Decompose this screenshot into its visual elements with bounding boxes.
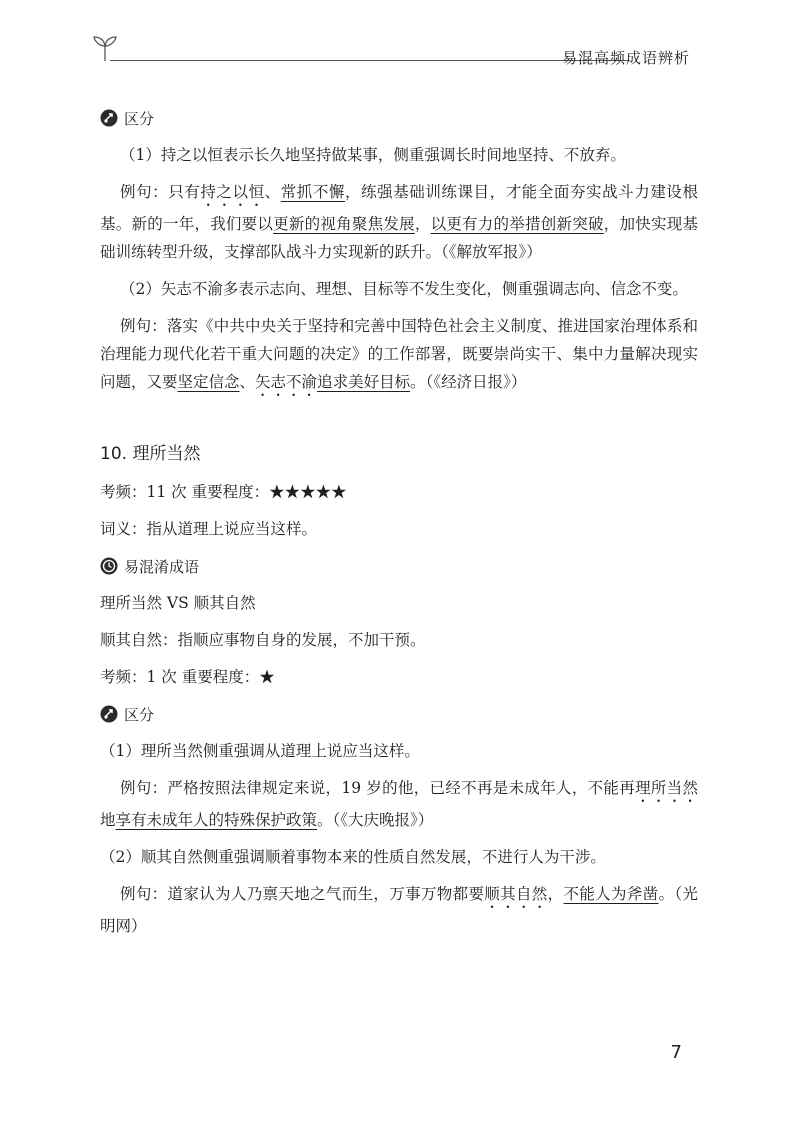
- entry9-distinction-2: （2）矢志不渝多表示志向、理想、目标等不发生变化，侧重强调志向、信念不变。: [120, 280, 688, 298]
- highlight-idiom: 理所当然: [635, 779, 698, 797]
- entry9-example-2: [100, 312, 698, 400]
- entry10-example-1: [100, 774, 698, 834]
- underlined-phrase: 以更有力的举措创新突破: [430, 215, 604, 233]
- confusable-label: 易混淆成语: [124, 557, 200, 576]
- text: ，: [414, 215, 431, 233]
- underlined-phrase: 更新的视角聚焦发展: [273, 215, 415, 233]
- text: 例句：只有: [120, 183, 201, 201]
- entry10-other-meaning: 顺其自然：指顺应事物自身的发展，不加干预。: [100, 631, 426, 649]
- page-content: [100, 104, 698, 949]
- text: ，: [547, 885, 564, 903]
- text: 地: [100, 811, 116, 829]
- distinction-label: 区分: [124, 109, 155, 128]
- confusable-heading: [100, 552, 698, 580]
- distinction-label: 区分: [124, 705, 155, 724]
- underlined-phrase: 常抓不懈: [280, 183, 345, 201]
- entry10-title: 10. 理所当然: [100, 444, 201, 464]
- entry10-distinction-1: （1）理所当然侧重强调从道理上说应当这样。: [100, 742, 420, 760]
- entry10-meaning: 词义：指从道理上说应当这样。: [100, 520, 318, 538]
- entry9-example-1: [100, 178, 698, 266]
- text: 例句：严格按照法律规定来说，19 岁的他，已经不再是未成年人，不能再: [120, 779, 636, 797]
- entry10-other-frequency: 考频：1 次 重要程度：★: [100, 668, 275, 686]
- sprout-icon: [92, 34, 118, 62]
- page-number: 7: [670, 1042, 682, 1063]
- text: 。（《经济日报》）: [410, 373, 527, 391]
- text: 例句：道家认为人乃禀天地之气而生，万事万物都要: [120, 885, 485, 903]
- text: 、: [264, 183, 281, 201]
- compare-icon: [100, 109, 118, 127]
- underlined-phrase: 追求美好目标: [317, 373, 411, 391]
- compare-icon: [100, 705, 118, 723]
- highlight-idiom: 顺其自然: [484, 885, 548, 903]
- text: ，练强基础训练课目，才能全面夯实战斗力建设根基。新的一年，我们要以: [100, 183, 698, 233]
- underlined-phrase: 坚定信念: [177, 373, 240, 391]
- distinction-heading: [100, 104, 698, 132]
- text: 。（《大庆晚报》）: [317, 811, 434, 829]
- header-rule: [110, 60, 630, 61]
- underlined-phrase: 不能人为斧凿: [563, 885, 659, 903]
- entry10-example-2: [100, 880, 698, 940]
- distinction-heading-2: [100, 700, 698, 728]
- text: 。（光明网）: [100, 885, 698, 935]
- text: ，加快实现基础训练转型升级，支撑部队战斗力实现新的跃升。（《解放军报》）: [100, 215, 698, 261]
- clock-icon: [100, 557, 118, 575]
- entry10-frequency: 考频：11 次 重要程度：★★★★★: [100, 483, 347, 501]
- text: 例句：落实《中共中央关于坚持和完善中国特色社会主义制度、推进国家治理体系和治理能力现代化若干重大问题的决定》的工作部署，既要崇尚实干、集中力量解决现实问题，又要: [100, 317, 698, 391]
- book-title: 易混高频成语辨析: [561, 49, 690, 67]
- text: 、: [239, 373, 256, 391]
- entry9-distinction-1: （1）持之以恒表示长久地坚持做某事，侧重强调长时间地坚持、不放弃。: [120, 146, 626, 164]
- entry10-pair: 理所当然 VS 顺其自然: [100, 594, 256, 612]
- page-header: [92, 34, 692, 74]
- entry10-distinction-2: （2）顺其自然侧重强调顺着事物本来的性质自然发展，不进行人为干涉。: [100, 848, 606, 866]
- underlined-phrase: 享有未成年人的特殊保护政策: [115, 811, 318, 829]
- highlight-idiom: 持之以恒: [200, 183, 265, 201]
- highlight-idiom: 矢志不渝: [255, 373, 318, 391]
